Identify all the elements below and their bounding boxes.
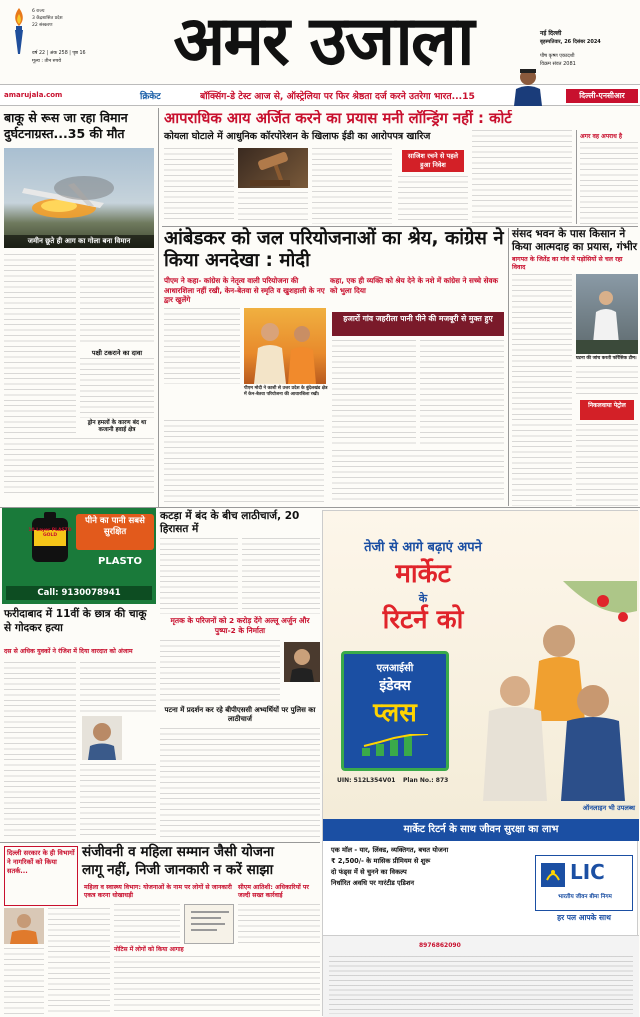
main-title[interactable]: आंबेडकर को जल परियोजनाओं का श्रेय, कांग्रेस ने किया अनदेखा : मोदी	[164, 228, 504, 271]
plane-story-text-2	[80, 254, 154, 344]
bottom-sub-left: महिला व स्वास्थ्य विभाग: योजनाओं के नाम पर लोगों से जानकारी एकत्र करना धोखाधड़ी	[84, 884, 232, 899]
plasto-ad[interactable]	[2, 508, 156, 604]
lic-brand: LIC	[570, 860, 605, 884]
lic-point: एक मॉल - यार, लिंक्ड, व्यक्तिगत, बचत योजना	[331, 846, 449, 854]
lic-big2: के	[418, 592, 428, 605]
main-caption: पीएम मोदी ने काशी से उत्तर प्रदेश के बुंदेलखंड क्षेत्र में केन-बेतवा परियोजना की आधारशिला रखी।	[244, 386, 328, 397]
farmer-text-3	[512, 376, 572, 506]
tank-icon	[26, 510, 74, 566]
farmer-sub: बागपत के जितेंद्र का गांव में पड़ोसियों से चल रहा विवाद	[512, 256, 623, 271]
lic-point: ₹ 2,500/- के मासिक प्रीमियम से शुरू	[331, 857, 431, 865]
lic-plan-name1: इंडेक्स	[379, 678, 411, 694]
forensic-photo	[576, 274, 638, 354]
document-photo	[184, 904, 234, 944]
drone-sub: ड्रोन हमलों के कारण बंद था कजानी हवाई क्षेत्र	[87, 420, 147, 433]
plane-story-text-3	[80, 358, 154, 418]
main-deck-right: कहा, एक ही व्यक्ति को श्रेय देने के नशे में कांग्रेस ने सच्चे सेवक को भुला दिया	[330, 276, 498, 295]
lic-tagline: हर पल आपके साथ	[557, 913, 611, 922]
katra-text-1	[160, 538, 238, 614]
bottom-title-1[interactable]: संजीवनी व महिला सम्मान जैसी योजना	[82, 844, 275, 860]
lic-online: ऑनलाइन भी उपलब्ध	[582, 804, 635, 812]
faridabad-sub: दस से अधिक युवकों ने रंजिश में दिया वारदात को अंजाम	[4, 648, 133, 655]
lic-uin: UIN: 512L354V01	[337, 777, 396, 784]
lead-sub: कोयला घोटाले में आधुनिक कॉरपोरेशन के खिलाफ ईडी का आरोपपत्र खारिज	[164, 131, 431, 142]
bottom-text-2	[114, 904, 180, 944]
region-tag[interactable]: दिल्ली-एनसीआर	[566, 89, 638, 103]
bottom-sub-right: सीएम आतिशी: अधिकारियों पर जल्दी सख्त कार्रवाई	[238, 884, 309, 899]
victim-photo	[82, 716, 122, 760]
lic-plan-card	[341, 651, 449, 771]
lead-text-1	[164, 148, 234, 223]
plane-caption: जमीन छूते ही आग का गोला बना विमान	[4, 235, 154, 248]
newspaper-title: अमर उजाला	[173, 2, 473, 81]
player-photo	[512, 63, 544, 106]
lic-points	[331, 845, 527, 933]
farmer-boxed: निकलवाया पेट्रोल	[580, 400, 634, 420]
bottom-text-3	[238, 904, 320, 944]
bpsc-sub[interactable]: पटना में प्रदर्शन कर रहे बीपीएससी अभ्यर्थियों पर पुलिस का लाठीचार्ज	[164, 706, 316, 723]
lic-banner: मार्केट रिटर्न के साथ जीवन सुरक्षा का लाभ	[323, 819, 639, 841]
katra-text-2	[242, 538, 320, 614]
forensic-caption: घटना की जांच करती फॉरेंसिक टीम।	[576, 356, 637, 361]
ticker-headline[interactable]: बॉक्सिंग-डे टेस्ट आज से, ऑस्ट्रेलिया पर फिर श्रेष्ठता दर्ज करने उतरेगा भारत...15	[200, 91, 475, 102]
main-text-1	[164, 308, 240, 384]
bottom-title-2[interactable]: लागू नहीं, निजी जानकारी न करें साझा	[82, 862, 274, 878]
lic-logo-icon	[540, 862, 566, 888]
main-redbar: हजारों गांव जहरीला पानी पीने की मजबूरी से मुक्त हुए	[332, 312, 504, 336]
bottom-text-4	[114, 956, 320, 1014]
katra-title[interactable]: कटड़ा में बंद के बीच लाठीचार्ज, 20 हिरासत में	[160, 510, 300, 535]
allu-head[interactable]: मृतक के परिजनों को 2 करोड़ देंगे अल्लू अर्जुन और पुष्पा-2 के निर्माता	[170, 616, 310, 635]
lic-big3: रिटर्न को	[382, 605, 464, 635]
site-link[interactable]: amarujala.com	[4, 91, 63, 99]
bottom-notice: नोटिस में लोगों को किया आगाह	[114, 946, 184, 953]
meta-lines: 6 राज्य 3 केंद्रशासित प्रदेश 22 संस्करण	[32, 9, 63, 28]
faridabad-text-2	[80, 662, 156, 712]
main-text-3	[420, 340, 504, 446]
lead-badge: साजिश रचने से पहले हुआ निवेश	[402, 150, 464, 172]
plasto-tagline: पीने का पानी सबसे सुरक्षित	[76, 514, 154, 550]
plasto-title: 10 Layer PLASTO GOLD	[28, 528, 72, 538]
plane-story-text-4	[4, 438, 154, 496]
lead-title[interactable]: आपराधिक आय अर्जित करने का प्रयास मनी लॉन्ड्रिंग नहीं : कोर्ट	[164, 110, 512, 127]
main-deck-left: पीएम ने कहा- कांग्रेस के नेतृत्व वाली परियोजना की आधारशिला नहीं रखी, केन-बेतवा से स्मृति व खुशहाली के नए द्वार खुलेंगे	[164, 276, 325, 304]
plane-story-text-1	[4, 254, 76, 434]
lic-big1: मार्केट	[395, 559, 451, 589]
lead-text-5	[472, 130, 572, 224]
main-text-2	[332, 340, 416, 446]
faridabad-text-1	[4, 662, 76, 838]
allu-text	[160, 640, 280, 704]
bottom-text-0	[4, 948, 44, 1014]
issue-info: वर्ष 22 | अंक 258 | पृष्ठ 16 मूल्य : तीन रुपये	[32, 51, 86, 64]
lic-phone[interactable]: 8976862090	[419, 942, 461, 949]
lead-text-2	[238, 192, 308, 224]
dateline: नई दिल्ली बृहस्पतिवार, 26 दिसंबर 2024 पौष कृष्ण एकादशी विक्रम संवत 2081	[540, 30, 601, 67]
bottom-box	[4, 846, 78, 906]
bottom-text-1	[48, 908, 110, 1014]
plane-crash-headline[interactable]: बाकू से रूस जा रहा विमान दुर्घटनाग्रस्त...35 की मौत	[4, 110, 128, 141]
modi-photo	[244, 308, 326, 384]
farmer-text-2	[576, 366, 638, 396]
lic-plan-name2: प्लस	[373, 698, 417, 728]
plasto-call[interactable]: Call: 9130078941	[6, 586, 152, 600]
lic-top: तेजी से आगे बढ़ाएं अपने	[364, 540, 482, 555]
lic-point: निर्धारित अवधि पर गारंटीड एडिशन	[331, 879, 415, 887]
farmer-text-4	[576, 424, 638, 506]
lead-side-head: अगर वह अपराध है	[580, 133, 623, 140]
lead-text-4	[398, 176, 468, 224]
farmer-text-1	[512, 274, 572, 372]
lic-logo[interactable]	[535, 855, 633, 911]
masthead	[0, 0, 640, 84]
bird-strike-sub: पक्षी टकराने का दावा	[91, 349, 143, 357]
lead-text-3	[312, 148, 392, 224]
lic-chart-icon	[358, 734, 432, 756]
lic-point: दो फंड्स में से चुनने का विकल्प	[331, 868, 407, 876]
farmer-title[interactable]: संसद भवन के पास किसान ने किया आत्मदाह का प्रयास, गंभीर	[512, 228, 638, 253]
nav-bar	[0, 84, 640, 106]
left-column	[0, 108, 156, 508]
family-photo	[453, 581, 637, 801]
gavel-photo	[238, 148, 308, 188]
allu-photo	[284, 642, 320, 682]
lic-footer	[323, 935, 639, 1017]
lic-plan-no: Plan No.: 873	[403, 777, 449, 784]
lic-fine-print	[329, 956, 633, 1014]
bpsc-text	[160, 728, 320, 838]
section-label: क्रिकेट	[140, 92, 161, 102]
lic-ad[interactable]	[322, 510, 638, 1016]
main-text-4	[164, 420, 324, 504]
lead-side-text	[580, 142, 638, 224]
atishi-photo	[4, 908, 44, 944]
faridabad-title[interactable]: फरीदाबाद में 11वीं के छात्र की चाकू से गोदकर हत्या	[4, 608, 147, 634]
torch-logo-icon	[8, 6, 30, 58]
plane-crash-photo	[4, 148, 154, 248]
main-text-5	[332, 450, 504, 504]
faridabad-text-3	[80, 764, 156, 838]
lic-brand-hi: भारतीय जीवन बीमा निगम	[558, 894, 612, 900]
bottom-box-head: दिल्ली सरकार के ही विभागों ने नागरिकों को किया सतर्क...	[7, 849, 75, 875]
lic-plan-pre: एलआईसी	[376, 663, 414, 674]
plasto-brand: PLASTO	[98, 556, 142, 567]
